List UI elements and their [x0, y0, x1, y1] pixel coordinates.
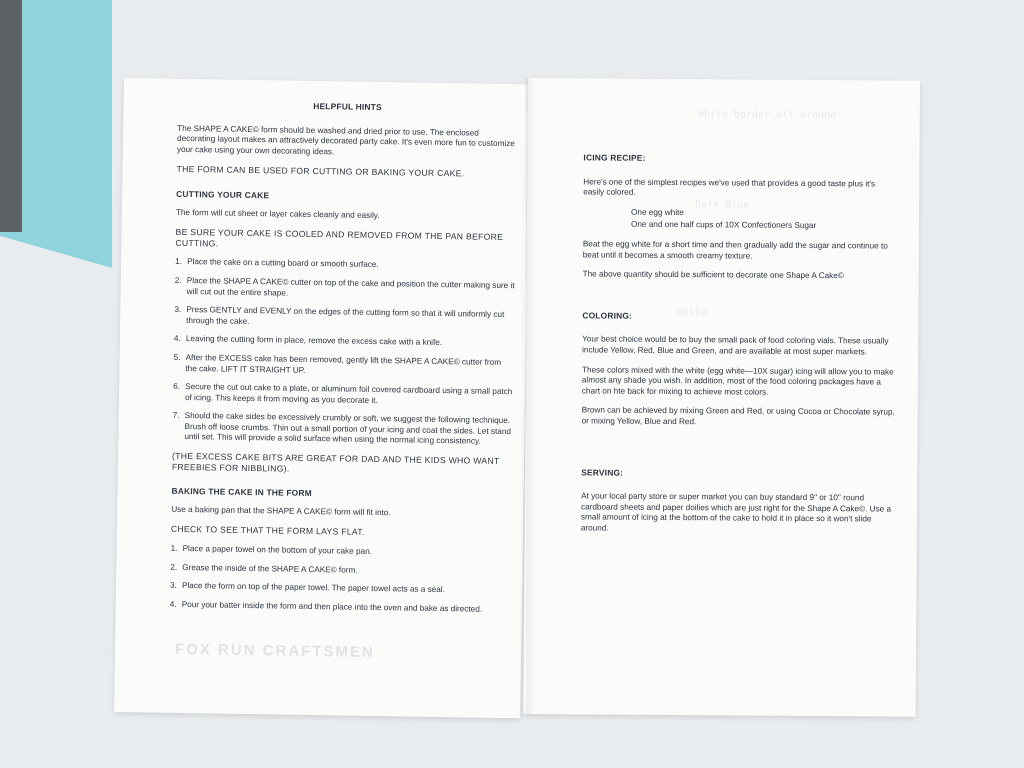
ingredient: One egg white: [631, 207, 684, 217]
helpful-hints-title: HELPFUL HINTS: [313, 100, 382, 113]
baking-check: CHECK TO SEE THAT THE FORM LAYS FLAT.: [170, 524, 365, 538]
ghost-label: White: [676, 307, 707, 319]
cutting-caution: BE SURE YOUR CAKE IS COOLED AND REMOVED FROM THE PAN BEFORE CUTTING.: [175, 226, 504, 249]
list-item: 5. After the EXCESS cake has been removed, gently lift the SHAPE A CAKE© cutter from the cake. LIFT IT STRAIGHT UP.: [173, 352, 502, 375]
list-item: 1. Place a paper towel on the bottom of your cake pan.: [170, 543, 373, 556]
list-item: 3. Place the form on top of the paper towel. The paper towel acts as a seal.: [169, 581, 445, 595]
list-item: 2. Place the SHAPE A CAKE© cutter on top of the cake and position the cutter making sure it will cut out the entire shape.: [174, 275, 515, 298]
form-note: THE FORM CAN BE USED FOR CUTTING OR BAKING YOUR CAKE.: [176, 164, 465, 179]
serving-heading: SERVING:: [581, 466, 624, 478]
serving-text: At your local party store or super market you can buy standard 9" or 10" round cardboard sheets and paper doilies which are just right for the Shape A Cake©. Use a small amount of icing at the bottom of the cake to hold it in place so it won't slide around.: [580, 491, 892, 533]
coloring-heading: COLORING:: [582, 310, 633, 321]
baking-steps: [170, 544, 511, 616]
intro-paragraph: The SHAPE A CAKE© form should be washed and dried prior to use. The enclosed decorating layout makes an attractively decorated party cake. It's even more fun to customize your cake using your own decorating ideas.: [176, 123, 515, 157]
excess-note: (THE EXCESS CAKE BITS ARE GREAT FOR DAD AND THE KIDS WHO WANT FREEBIES FOR NIBBLING).: [171, 450, 500, 474]
list-item: 2. Grease the inside of the SHAPE A CAKE© form.: [170, 562, 358, 575]
right-page: [524, 78, 920, 717]
icing-quantity: The above quantity should be sufficient to decorate one Shape A Cake©: [582, 269, 844, 281]
ingredient: One and one half cups of 10X Confectioners Sugar: [630, 220, 817, 231]
coloring-paragraph: Your best choice would be to buy the small pack of food coloring vials. These usually include Yellow, Red, Blue and Green, and are available at most super markets.: [582, 334, 889, 357]
right-page-content: [581, 152, 898, 545]
list-item: 1. Place the cake on a cutting board or smooth surface.: [175, 257, 379, 270]
icing-heading: ICING RECIPE:: [583, 152, 646, 163]
ghost-label: Dark Blue: [695, 199, 750, 211]
left-page-content: [170, 99, 518, 624]
icing-method: Beat the egg white for a short time and then gradually add the sugar and continue to beat until it becomes a smooth creamy texture.: [582, 239, 888, 261]
coloring-paragraph: Brown can be achieved by mixing Green and Red, or using Cocoa or Chocolate syrup, or mixing Yellow, Blue and Red.: [581, 405, 895, 427]
box-edge: [0, 0, 22, 232]
ingredients-list: [583, 207, 897, 232]
brand-watermark: FOX RUN CRAFTSMEN: [174, 640, 375, 662]
list-item: 4. Leaving the cutting form in place, remove the excess cake with a knife.: [173, 334, 443, 348]
baking-intro: Use a baking pan that the SHAPE A CAKE© form will fit into.: [171, 504, 391, 518]
list-item: 6. Secure the cut out cake to a plate, or aluminum foil covered cardboard using a small patch of icing. This keeps it from moving as you decorate it.: [173, 381, 513, 405]
ghost-label: White border all around: [697, 109, 837, 122]
baking-heading: BAKING THE CAKE IN THE FORM: [171, 486, 312, 499]
coloring-paragraph: These colors mixed with the white (egg white—10X sugar) icing will allow you to make almost any shade you wish. In addition, most of the food coloring packages have a chart on hte back for mixing to achieve most colors.: [581, 364, 894, 397]
cutting-heading: CUTTING YOUR CAKE: [176, 188, 270, 201]
list-item: 4. Pour your batter inside the form and then place into the oven and bake as directed.: [169, 599, 483, 614]
list-item: 3. Press GENTLY and EVENLY on the edges of the cutting form so that it will uniformly cut through the cake.: [174, 304, 505, 326]
cutting-intro: The form will cut sheet or layer cakes cleanly and easily.: [175, 207, 380, 220]
list-item: 7. Should the cake sides be excessively crumbly or soft, we suggest the following technique. Brush off loose crumbs. Thin out a small portion of your icing and coat the sides. Let stand until set. This will provide a solid surface when using the normal icing consistency.: [172, 411, 512, 447]
cutting-steps: [172, 257, 515, 448]
page-gutter: [526, 78, 534, 714]
left-page: [114, 78, 530, 718]
icing-intro: Here's one of the simplest recipes we've used that provides a good taste plus it's easily colored.: [583, 176, 876, 197]
